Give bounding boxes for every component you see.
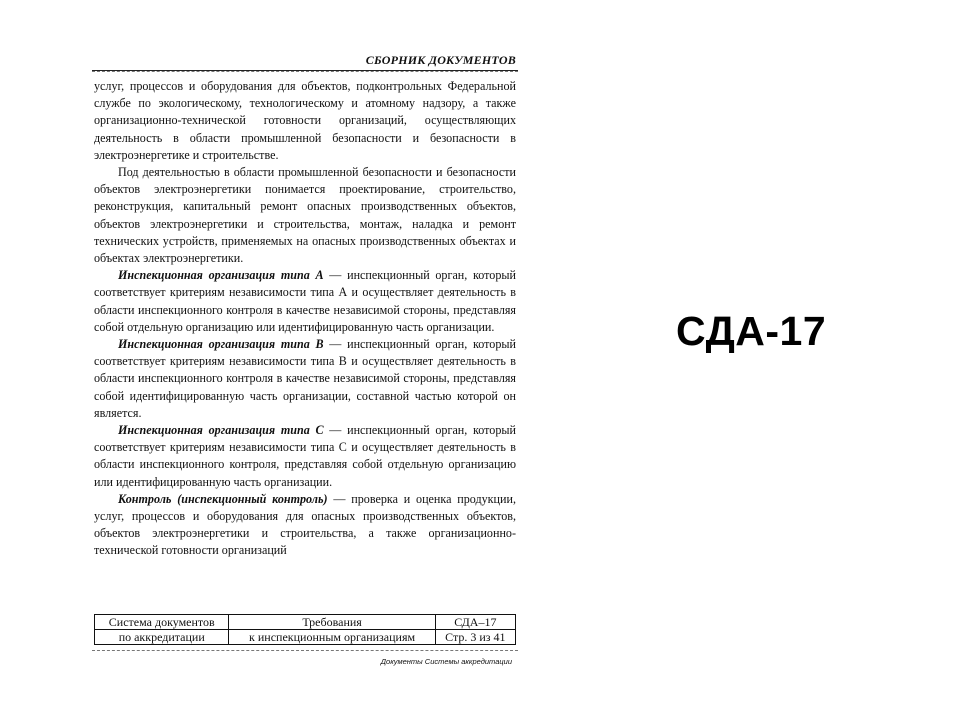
document-page xyxy=(92,52,518,678)
document-body xyxy=(94,78,516,560)
paragraph-5 xyxy=(94,422,516,491)
paragraph-1: услуг, процессов и оборудования для объектов, подконтрольных Федеральной службе по экологическому, технологическому и атомному надзору, а также организационно-технической готовности организаций, осуществляющих деятельность в области промышленной безопасности и безопасности в электроэнергетике и строительстве. xyxy=(94,79,516,162)
paragraph-4 xyxy=(94,336,516,422)
header-title: СБОРНИК ДОКУМЕНТОВ xyxy=(365,53,516,67)
definition-type-a: — инспекционный орган, который соответствует критериям независимости типа А и осуществляет деятельность в области инспекционного контроля в качестве независимой стороны, представляя собой отдельную организацию или идентифицированную часть организации. xyxy=(94,268,516,334)
paragraph-6 xyxy=(94,491,516,560)
footer-table xyxy=(94,614,516,645)
definition-type-b: — инспекционный орган, который соответствует критериям независимости типа В и осуществляет деятельность в области инспекционного контроля в качестве независимой стороны, представляя собой идентифицированную часть организации, составной частью которой он является. xyxy=(94,337,516,420)
running-header xyxy=(92,52,518,71)
term-inspection-control: Контроль (инспекционный контроль) xyxy=(118,491,328,506)
footer-code: СДА–17 xyxy=(435,615,515,630)
footer-caption: Документы Системы аккредитации xyxy=(380,657,512,666)
footer-row-2 xyxy=(95,630,516,645)
footer-system-line1: Система документов xyxy=(95,615,229,630)
footer-system-line2: по аккредитации xyxy=(95,630,229,645)
term-type-a: Инспекционная организация типа А xyxy=(118,268,324,283)
footer-req-line1: Требования xyxy=(229,615,435,630)
paragraph-2: Под деятельностью в области промышленной безопасности и безопасности объектов электроэнергетики понимается проектирование, строительство, реконструкция, капитальный ремонт опасных производственных объектов, объектов электроэнергетики и строительства, монтаж, наладка и ремонт технических устройств, применяемых на опасных производственных объектах и объектах электроэнергетики. xyxy=(94,165,516,266)
paragraph-3 xyxy=(94,267,516,336)
header-divider xyxy=(92,71,518,72)
term-type-b: Инспекционная организация типа В xyxy=(118,337,324,352)
footer-page: Стр. 3 из 41 xyxy=(435,630,515,645)
footer-req-line2: к инспекционным организациям xyxy=(229,630,435,645)
document-code-label: СДА-17 xyxy=(676,308,827,354)
term-type-c: Инспекционная организация типа С xyxy=(118,423,324,438)
definition-type-c: — инспекционный орган, который соответствует критериям независимости типа С и осуществляет деятельность в области инспекционного контроля, представляя собой отдельную организацию или идентифицированную часть организации. xyxy=(94,423,516,489)
definition-inspection-control: — проверка и оценка продукции, услуг, процессов и оборудования для опасных производственных объектов, объектов электроэнергетики и строительства, а также организационно-технической готовности организаций xyxy=(94,491,516,558)
footer-row-1 xyxy=(95,615,516,630)
footer-divider xyxy=(92,650,518,651)
